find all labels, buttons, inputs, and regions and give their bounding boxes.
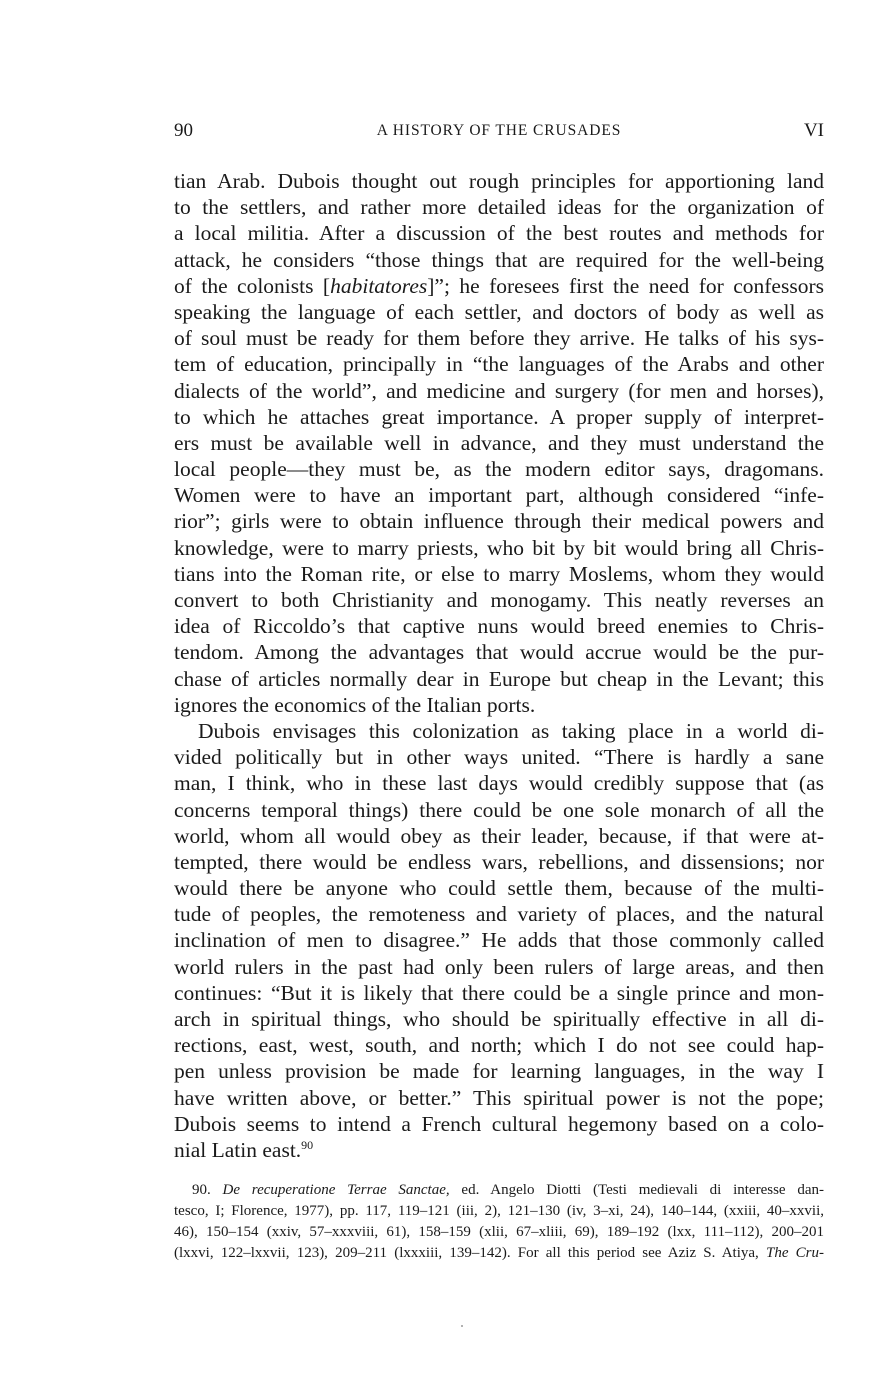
text-line: have written above, or better.” This spiritual power is not the pope; bbox=[174, 1085, 824, 1110]
text-fragment: nial Latin east. bbox=[174, 1137, 302, 1162]
text-line: tem of education, principally in “the languages of the Arabs and other bbox=[174, 352, 824, 377]
text-line: tians into the Roman rite, or else to marry Moslems, whom they would bbox=[174, 561, 824, 586]
footnote-line: tesco, I; Florence, 1977), pp. 117, 119–121 (iii, 2), 121–130 (iv, 3–xi, 24), 140–144, (xxiii, 40–xxvii, bbox=[174, 1203, 824, 1219]
text-line: would there be anyone who could settle them, because of the multi- bbox=[174, 876, 824, 901]
text-line: to the settlers, and rather more detailed ideas for the organization of bbox=[174, 195, 824, 220]
text-line: concerns temporal things) there could be one sole monarch of all the bbox=[174, 797, 824, 822]
text-line: vided politically but in other ways united. “There is hardly a sane bbox=[174, 745, 824, 770]
text-line: tendom. Among the advantages that would accrue would be the pur- bbox=[174, 640, 824, 665]
text-line: local people—they must be, as the modern editor says, dragomans. bbox=[174, 457, 824, 482]
text-line: convert to both Christianity and monogamy. This neatly reverses an bbox=[174, 588, 824, 612]
text-line: speaking the language of each settler, and doctors of body as well as bbox=[174, 299, 824, 324]
text-line: tempted, there would be endless wars, rebellions, and dissensions; nor bbox=[174, 849, 824, 874]
text-line: dialects of the world”, and medicine and surgery (for men and horses), bbox=[174, 378, 824, 403]
latin-term: habitatores bbox=[330, 273, 428, 298]
text-line: world rulers in the past had only been rulers of large areas, and then bbox=[174, 954, 824, 979]
chapter-number: VI bbox=[803, 120, 824, 141]
footnote-line bbox=[174, 1243, 824, 1264]
text-line bbox=[174, 273, 824, 299]
scan-speck bbox=[461, 1325, 463, 1327]
cited-title: The Cru- bbox=[765, 1245, 825, 1261]
text-line: world, whom all would obey as their leader, because, if that were at- bbox=[174, 823, 824, 848]
text-line: ers must be available well in advance, and they must understand the bbox=[174, 430, 824, 455]
cited-title: De recuperatione Terrae Sanctae, bbox=[222, 1182, 450, 1198]
text-line: continues: “But it is likely that there could be a single prince and mon- bbox=[174, 980, 824, 1005]
text-fragment: of the colonists [ bbox=[174, 273, 331, 298]
text-line: pen unless provision be made for learning languages, in the way I bbox=[174, 1059, 824, 1084]
text-fragment: ed. Angelo Diotti (Testi medievali di interesse dan- bbox=[449, 1182, 825, 1198]
text-line: rections, east, west, south, and north; which I do not see could hap- bbox=[174, 1033, 824, 1058]
text-line: tude of peoples, the remoteness and variety of places, and the natural bbox=[174, 902, 824, 927]
text-line: inclination of men to disagree.” He adds that those commonly called bbox=[174, 928, 824, 953]
text-line: man, I think, who in these last days would credibly suppose that (as bbox=[174, 771, 824, 796]
text-fragment: ]”; he foresees first the need for confessors bbox=[427, 273, 824, 298]
text-line: chase of articles normally dear in Europe but cheap in the Levant; this bbox=[174, 666, 824, 691]
footnote-reference[interactable]: 90 bbox=[301, 1137, 314, 1152]
text-line bbox=[174, 1137, 824, 1163]
footnote bbox=[174, 1180, 824, 1264]
text-line: of soul must be ready for them before they arrive. He talks of his sys- bbox=[174, 326, 824, 351]
page-number: 90 bbox=[174, 120, 193, 141]
text-line: idea of Riccoldo’s that captive nuns would breed enemies to Chris- bbox=[174, 614, 824, 639]
text-fragment: (lxxvi, 122–lxxvii, 123), 209–211 (lxxxiii, 139–142). For all this period see Aziz S. Atiya, bbox=[174, 1245, 766, 1261]
running-header bbox=[174, 118, 824, 144]
text-line: rior”; girls were to obtain influence through their medical powers and bbox=[174, 509, 824, 534]
text-line: a local militia. After a discussion of the best routes and methods for bbox=[174, 221, 824, 246]
text-line: Dubois envisages this colonization as taking place in a world di- bbox=[198, 718, 824, 743]
text-line: to which he attaches great importance. A proper supply of interpret- bbox=[174, 404, 824, 429]
running-title: A HISTORY OF THE CRUSADES bbox=[376, 122, 622, 139]
text-line: Dubois seems to intend a French cultural hegemony based on a colo- bbox=[174, 1111, 824, 1136]
footnote-number: 90. bbox=[192, 1182, 223, 1198]
text-line: arch in spiritual things, who should be spiritually effective in all di- bbox=[174, 1007, 824, 1031]
text-line: ignores the economics of the Italian ports. bbox=[174, 692, 536, 717]
footnote-line: 46), 150–154 (xxiv, 57–xxxviii, 61), 158–159 (xlii, 67–xliii, 69), 189–192 (lxx, 111–112), 200–201 bbox=[174, 1224, 824, 1240]
text-line: tian Arab. Dubois thought out rough principles for apportioning land bbox=[174, 169, 824, 193]
text-line: knowledge, were to marry priests, who bit by bit would bring all Chris- bbox=[174, 535, 824, 560]
text-line: attack, he considers “those things that are required for the well-being bbox=[174, 247, 824, 272]
text-line: Women were to have an important part, although considered “infe- bbox=[174, 483, 824, 508]
main-text bbox=[174, 168, 824, 1163]
footnote-line bbox=[174, 1180, 824, 1201]
